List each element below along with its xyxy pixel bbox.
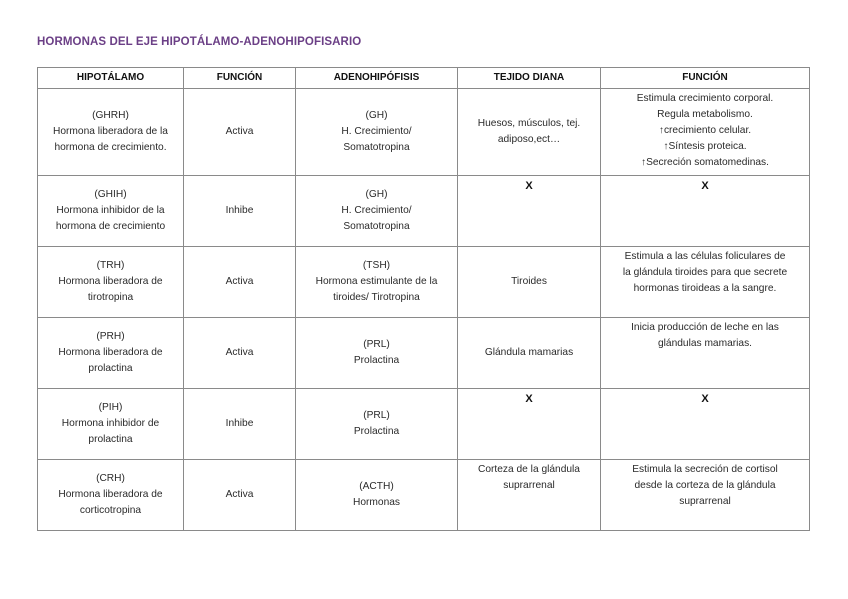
- cell-line: Estimula crecimiento corporal.: [636, 93, 774, 104]
- header-tejido-diana: TEJIDO DIANA: [458, 68, 601, 89]
- cell-line: (GH): [365, 110, 388, 121]
- cell-funcion: [184, 89, 296, 176]
- table-row: [38, 389, 810, 460]
- cell-line: glándulas mamarias.: [658, 338, 752, 349]
- cell-line: Hormona liberadora de: [58, 347, 163, 358]
- cell-line: (GHIH): [94, 189, 127, 200]
- cell-funcion-2: [601, 318, 810, 389]
- cell-line: (GH): [365, 189, 388, 200]
- cell-line: Somatotropina: [343, 142, 410, 153]
- cell-line: hormona de crecimiento.: [54, 142, 167, 153]
- cell-funcion-2: [601, 247, 810, 318]
- cell-hipotalamo: [38, 247, 184, 318]
- cell-value: Activa: [225, 489, 254, 500]
- cell-line: H. Crecimiento/: [341, 205, 412, 216]
- cell-funcion: [184, 389, 296, 460]
- cell-funcion-2: [601, 460, 810, 531]
- cell-line: tirotropina: [87, 292, 134, 303]
- not-applicable-mark: X: [525, 393, 533, 405]
- header-adenohipofisis: ADENOHIPÓFISIS: [296, 68, 458, 89]
- cell-value: Activa: [225, 276, 254, 287]
- cell-line: hormonas tiroideas a la sangre.: [633, 283, 777, 294]
- cell-line: ↑Síntesis proteica.: [663, 141, 747, 152]
- cell-line: Estimula a las células foliculares de: [624, 251, 786, 262]
- not-applicable-mark: X: [525, 180, 533, 192]
- cell-line: adiposo,ect…: [497, 134, 561, 145]
- cell-line: H. Crecimiento/: [341, 126, 412, 137]
- cell-line: prolactina: [88, 434, 133, 445]
- cell-funcion-2: [601, 89, 810, 176]
- cell-line: desde la corteza de la glándula: [634, 480, 776, 491]
- cell-tejido-diana: [458, 460, 601, 531]
- cell-line: Hormona inhibidor de: [61, 418, 160, 429]
- cell-funcion: [184, 318, 296, 389]
- cell-value: Inhibe: [225, 418, 254, 429]
- cell-line: Hormona liberadora de la: [53, 126, 168, 137]
- cell-hipotalamo: [38, 89, 184, 176]
- cell-line: (PRL): [363, 410, 390, 421]
- cell-line: (TRH): [96, 260, 125, 271]
- cell-hipotalamo: [38, 389, 184, 460]
- cell-line: corticotropina: [79, 505, 142, 516]
- hormone-table: [37, 67, 810, 531]
- cell-line: Regula metabolismo.: [657, 109, 753, 120]
- cell-line: (GHRH): [92, 110, 129, 121]
- cell-line: Hormona liberadora de: [58, 489, 163, 500]
- cell-line: Corteza de la glándula: [478, 464, 580, 475]
- cell-adenohipofisis: [296, 318, 458, 389]
- cell-line: hormona de crecimiento: [55, 221, 166, 232]
- cell-funcion-2: [601, 389, 810, 460]
- cell-line: la glándula tiroides para que secrete: [622, 267, 788, 278]
- cell-line: tiroides/ Tirotropina: [333, 292, 420, 303]
- table-row: [38, 176, 810, 247]
- not-applicable-mark: X: [701, 393, 709, 405]
- cell-line: ↑Secreción somatomedinas.: [641, 157, 769, 168]
- cell-line: Glándula mamarias: [484, 347, 574, 358]
- cell-line: Inicia producción de leche en las: [631, 322, 779, 333]
- cell-line: (TSH): [362, 260, 391, 271]
- cell-funcion-2: [601, 176, 810, 247]
- cell-funcion: [184, 247, 296, 318]
- cell-value: Inhibe: [225, 205, 254, 216]
- cell-funcion: [184, 176, 296, 247]
- table-row: [38, 247, 810, 318]
- cell-tejido-diana: [458, 247, 601, 318]
- cell-tejido-diana: [458, 389, 601, 460]
- cell-line: ↑crecimiento celular.: [658, 125, 752, 136]
- cell-line: Hormona estimulante de la: [315, 276, 438, 287]
- cell-line: (CRH): [96, 473, 125, 484]
- cell-value: Activa: [225, 347, 254, 358]
- cell-funcion: [184, 460, 296, 531]
- cell-line: suprarrenal: [679, 496, 731, 507]
- table-row: [38, 460, 810, 531]
- document-title: HORMONAS DEL EJE HIPOTÁLAMO-ADENOHIPOFISARIO: [37, 36, 362, 48]
- cell-value: Activa: [225, 126, 254, 137]
- cell-line: Somatotropina: [343, 221, 410, 232]
- cell-hipotalamo: [38, 176, 184, 247]
- cell-line: Hormonas: [353, 497, 400, 508]
- table-row: [38, 318, 810, 389]
- cell-line: Huesos, músculos, tej.: [477, 118, 581, 129]
- cell-line: Hormona liberadora de: [58, 276, 163, 287]
- cell-line: Tiroides: [511, 276, 547, 287]
- cell-line: suprarrenal: [503, 480, 555, 491]
- cell-line: Prolactina: [353, 426, 400, 437]
- header-funcion-2: FUNCIÓN: [601, 68, 810, 89]
- cell-tejido-diana: [458, 176, 601, 247]
- table-body: [38, 89, 810, 531]
- cell-adenohipofisis: [296, 89, 458, 176]
- cell-tejido-diana: [458, 318, 601, 389]
- cell-line: (PRL): [363, 339, 390, 350]
- header-hipotalamo: HIPOTÁLAMO: [38, 68, 184, 89]
- cell-adenohipofisis: [296, 247, 458, 318]
- table-header-row: [38, 68, 810, 89]
- cell-line: (PRH): [96, 331, 125, 342]
- cell-adenohipofisis: [296, 176, 458, 247]
- cell-line: Hormona inhibidor de la: [56, 205, 165, 216]
- cell-line: (ACTH): [359, 481, 394, 492]
- cell-adenohipofisis: [296, 389, 458, 460]
- header-funcion: FUNCIÓN: [184, 68, 296, 89]
- cell-hipotalamo: [38, 460, 184, 531]
- cell-hipotalamo: [38, 318, 184, 389]
- cell-adenohipofisis: [296, 460, 458, 531]
- cell-tejido-diana: [458, 89, 601, 176]
- cell-line: (PIH): [98, 402, 123, 413]
- cell-line: prolactina: [88, 363, 133, 374]
- cell-line: Prolactina: [353, 355, 400, 366]
- table-row: [38, 89, 810, 176]
- cell-line: Estimula la secreción de cortisol: [632, 464, 778, 475]
- not-applicable-mark: X: [701, 180, 709, 192]
